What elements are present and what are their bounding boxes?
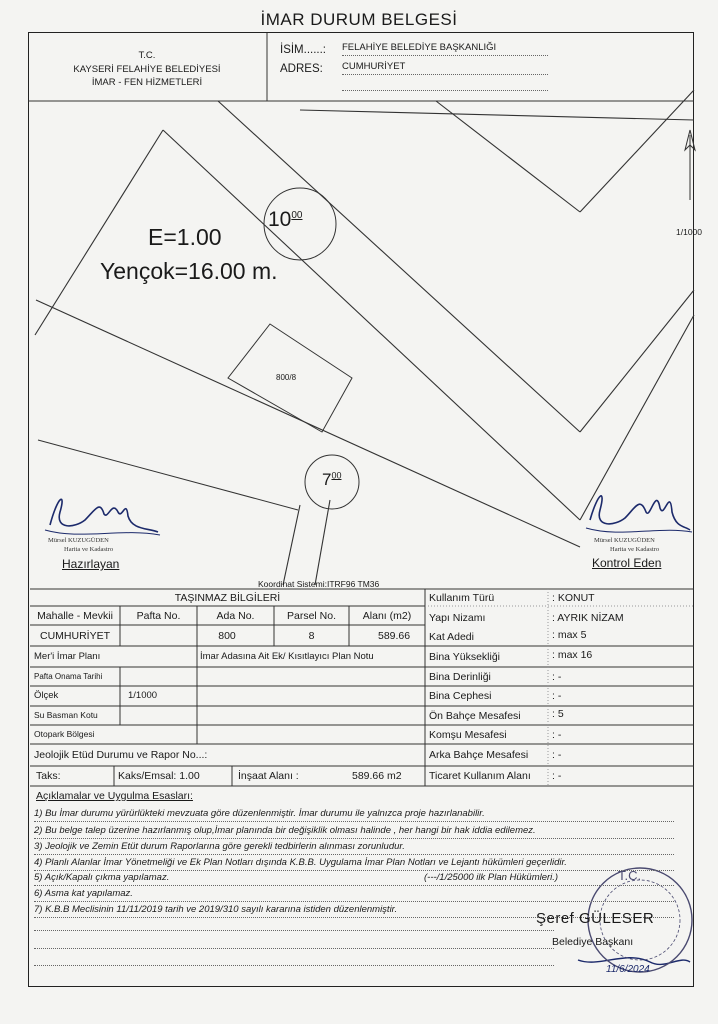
yapi-nizami-label: Yapı Nizamı <box>429 612 486 624</box>
note-2: 2) Bu belge talep üzerine hazırlanmış olup,İmar planında bir değişiklik olması halinde , her hangi bir hak iddia edilemez. <box>34 825 674 839</box>
plan-notu-label: İmar Adasına Ait Ek/ Kısıtlayıcı Plan Notu <box>200 651 374 662</box>
bina-yuksekligi-value: : max 16 <box>552 649 593 661</box>
meri-label: Mer'i İmar Planı <box>34 651 101 662</box>
scale-label: 1/1000 <box>676 227 702 237</box>
hazirlayan-label: Hazırlayan <box>62 557 120 571</box>
bina-yuksekligi-label: Bina Yüksekliği <box>429 651 501 663</box>
isim-label: İSİM......: <box>280 44 327 56</box>
mayor-name: Şeref GÜLESER <box>536 910 655 927</box>
left-stamp-name: Mürsel KUZUGÜDEN <box>48 537 109 544</box>
issuer-line-3: İMAR - FEN HİZMETLERİ <box>91 77 203 88</box>
pafta-onama-label: Pafta Onama Tarihi <box>34 672 103 681</box>
ticaret-value: : - <box>552 770 562 782</box>
left-stamp-title: Harita ve Kadastro <box>64 546 114 553</box>
adres-value: CUMHURİYET <box>342 61 548 75</box>
bina-derinligi-label: Bina Derinliği <box>429 671 491 683</box>
road-2-width: $7^{00}$ <box>322 470 342 489</box>
komsu-mesafesi-label: Komşu Mesafesi <box>429 729 507 741</box>
col-pafta: Pafta No. <box>136 610 181 622</box>
note-4: 4) Planlı Alanlar İmar Yönetmeliği ve Ek Plan Notları dışında K.B.B. Uygulama İmar Plan Notları ve Lejantı hükümleri geçerlidir. <box>34 857 674 871</box>
issuer-line-2: KAYSERİ FELAHİYE BELEDİYESİ <box>73 64 221 75</box>
yapi-nizami-value: : AYRIK NİZAM <box>552 612 624 624</box>
val-ada: 800 <box>218 630 236 642</box>
kat-adedi-label: Kat Adedi <box>429 631 474 643</box>
kaks-label: Kaks/Emsal: 1.00 <box>118 770 200 782</box>
document-title: İMAR DURUM BELGESİ <box>260 10 458 29</box>
val-mahalle: CUMHURİYET <box>40 630 110 642</box>
su-basman-label: Su Basman Kotu <box>34 710 98 720</box>
bina-cephesi-label: Bina Cephesi <box>429 690 492 702</box>
arka-bahce-value: : - <box>552 749 562 761</box>
road-1-edge <box>163 130 580 520</box>
isim-value: FELAHİYE BELEDİYE BAŞKANLIĞI <box>342 42 548 56</box>
insaat-value: 589.66 m2 <box>352 770 402 782</box>
note-blank-line-1 <box>34 930 554 931</box>
on-bahce-label: Ön Bahçe Mesafesi <box>429 710 521 722</box>
adres-label: ADRES: <box>280 63 323 75</box>
parcel-label: 800/8 <box>276 373 297 382</box>
coordinate-system: Koordinat Sistemi:ITRF96 TM36 <box>258 579 380 589</box>
ticaret-label: Ticaret Kullanım Alanı <box>429 770 531 782</box>
note-5-extra: (---/1/25000 ilk Plan Hükümleri.) <box>424 872 559 883</box>
mayor-title: Belediye Başkanı <box>552 936 634 948</box>
val-parsel: 8 <box>308 630 315 642</box>
col-alan: Alanı (m2) <box>362 610 412 622</box>
road-2-width-decimal: 00 <box>331 470 342 481</box>
tasinmaz-header: TAŞINMAZ BİLGİLERİ <box>174 592 281 604</box>
komsu-mesafesi-value: : - <box>552 729 562 741</box>
otopark-label: Otopark Bölgesi <box>34 729 95 739</box>
notes-header: Açıklamalar ve Uygulma Esasları: <box>36 790 193 802</box>
note-3: 3) Jeolojik ve Zemin Etüt durum Raporlarına göre gerekli tedbirlerin alınması zorunludur. <box>34 841 674 855</box>
bina-derinligi-value: : - <box>552 671 562 683</box>
insaat-label: İnşaat Alanı : <box>238 770 299 782</box>
bina-cephesi-value: : - <box>552 690 562 702</box>
emsal-label: E=1.00 <box>148 224 222 250</box>
yencok-label: Yençok=16.00 m. <box>100 258 278 284</box>
on-bahce-value: : 5 <box>552 708 564 720</box>
seal-date: 11/6/2024 <box>606 964 650 975</box>
note-7: 7) K.B.B Meclisinin 11/11/2019 tarih ve 2019/310 sayılı kararına istiden düzenlenmiştir. <box>34 904 674 918</box>
kullanim-turu-label: Kullanım Türü <box>429 592 495 604</box>
right-signature-icon <box>590 496 690 530</box>
road-1-width-decimal: 00 <box>291 210 303 221</box>
seal-text: T.C. <box>618 868 642 883</box>
note-1: 1) Bu İmar durumu yürürlükteki mevzuata göre düzenlenmiştir. İmar durumu ile yalnızca proje hazırlanabilir. <box>34 808 674 822</box>
left-signature-icon <box>50 499 158 532</box>
note-5: 5) Açık/Kapalı çıkma yapılamaz. <box>34 872 674 886</box>
olcek-value: 1/1000 <box>128 690 158 701</box>
right-stamp-title: Harita ve Kadastro <box>610 546 660 553</box>
kullanim-turu-value: : KONUT <box>552 592 595 604</box>
val-alan: 589.66 <box>378 630 411 642</box>
note-blank-line-3 <box>34 965 554 966</box>
right-stamp-name: Mürsel KUZUGÜDEN <box>594 537 655 544</box>
jeolojik-label: Jeolojik Etüd Durumu ve Rapor No...: <box>34 749 208 761</box>
kontrol-eden-label: Kontrol Eden <box>592 556 662 570</box>
kat-adedi-value: : max 5 <box>552 629 587 641</box>
col-ada: Ada No. <box>216 610 255 622</box>
olcek-label: Ölçek <box>34 690 59 701</box>
taks-label: Taks: <box>36 770 61 782</box>
col-mahalle: Mahalle - Mevkii <box>37 610 113 622</box>
note-6: 6) Asma kat yapılamaz. <box>34 888 674 902</box>
arka-bahce-label: Arka Bahçe Mesafesi <box>429 749 529 761</box>
note-blank-line-2 <box>34 948 554 949</box>
col-parsel: Parsel No. <box>286 610 337 622</box>
road-1-width: $10^{00}$ <box>268 208 303 231</box>
issuer-line-1: T.C. <box>138 50 156 61</box>
